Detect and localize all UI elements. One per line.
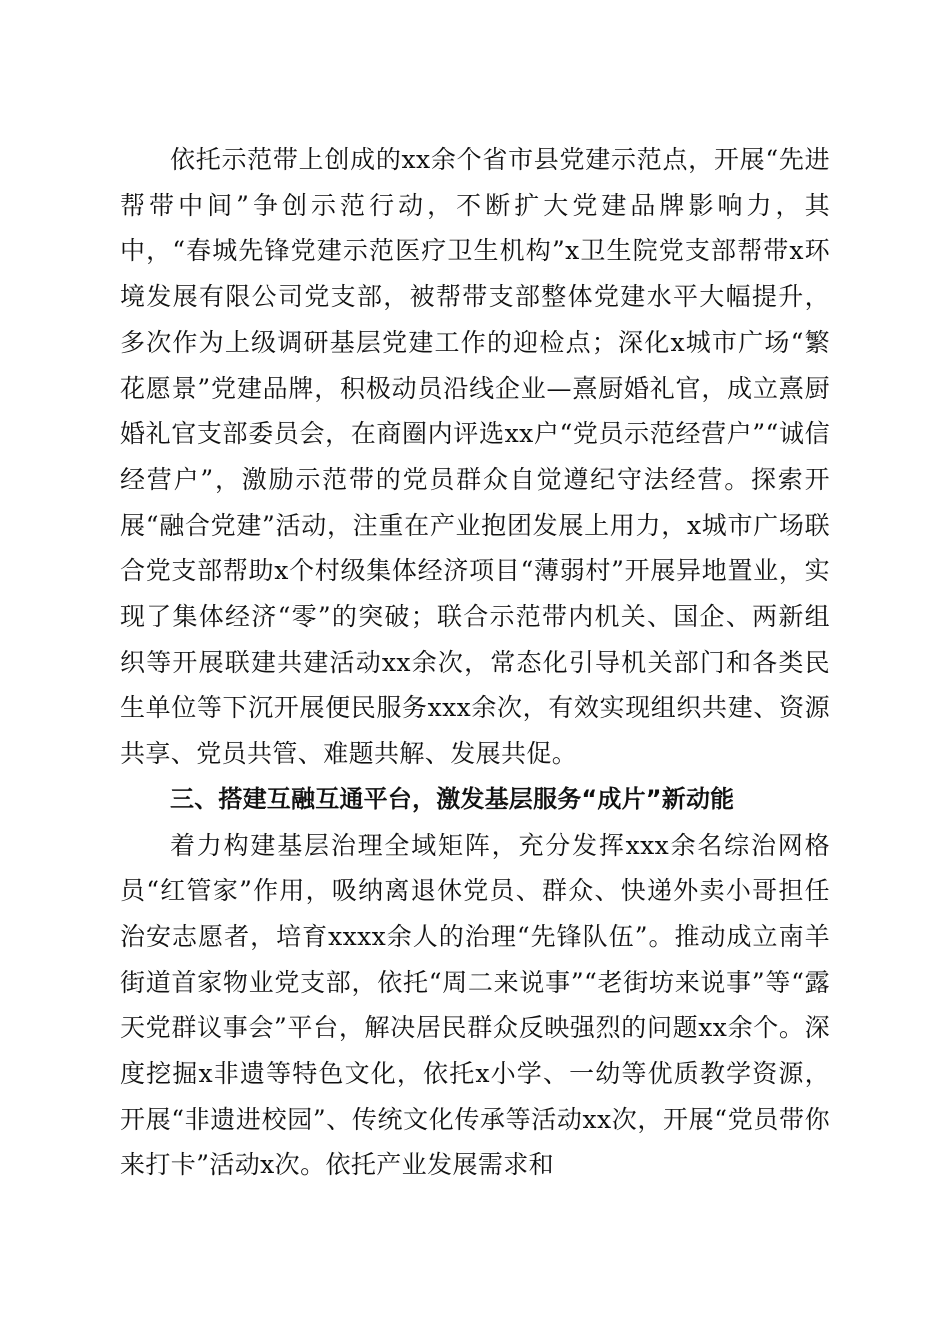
document-body bbox=[120, 137, 830, 1188]
body-paragraph-demonstration-belt: 依托示范带上创成的xx余个省市县党建示范点，开展“先进帮带中间”争创示范行动，不断扩大党建品牌影响力，其中，“春城先锋党建示范医疗卫生机构”x卫生院党支部帮带x环境发展有限公司党支部，被帮带支部整体党建水平大幅提升，多次作为上级调研基层党建工作的迎检点；深化x城市广场“繁花愿景”党建品牌，积极动员沿线企业—熹厨婚礼官，成立熹厨婚礼官支部委员会，在商圈内评选xx户“党员示范经营户”“诚信经营户”，激励示范带的党员群众自觉遵纪守法经营。探索开展“融合党建”活动，注重在产业抱团发展上用力，x城市广场联合党支部帮助x个村级集体经济项目“薄弱村”开展异地置业，实现了集体经济“零”的突破；联合示范带内机关、国企、两新组织等开展联建共建活动xx余次，常态化引导机关部门和各类民生单位等下沉开展便民服务xxx余次，有效实现组织共建、资源共享、党员共管、难题共解、发展共促。 bbox=[120, 145, 830, 769]
body-paragraph-governance-matrix: 着力构建基层治理全域矩阵，充分发挥xxx余名综治网格员“红管家”作用，吸纳离退休党员、群众、快递外卖小哥担任治安志愿者，培育xxxx余人的治理“先锋队伍”。推动成立南羊街道首家物业党支部，依托“周二来说事”“老街坊来说事”等“露天党群议事会”平台，解决居民群众反映强烈的问题xx余个。深度挖掘x非遗等特色文化，依托x小学、一幼等优质教学资源，开展“非遗进校园”、传统文化传承等活动xx次，开展“党员带你来打卡”活动x次。依托产业发展需求和 bbox=[120, 830, 830, 1180]
section-heading-three: 三、搭建互融互通平台，激发基层服务“成片”新动能 bbox=[170, 784, 735, 813]
